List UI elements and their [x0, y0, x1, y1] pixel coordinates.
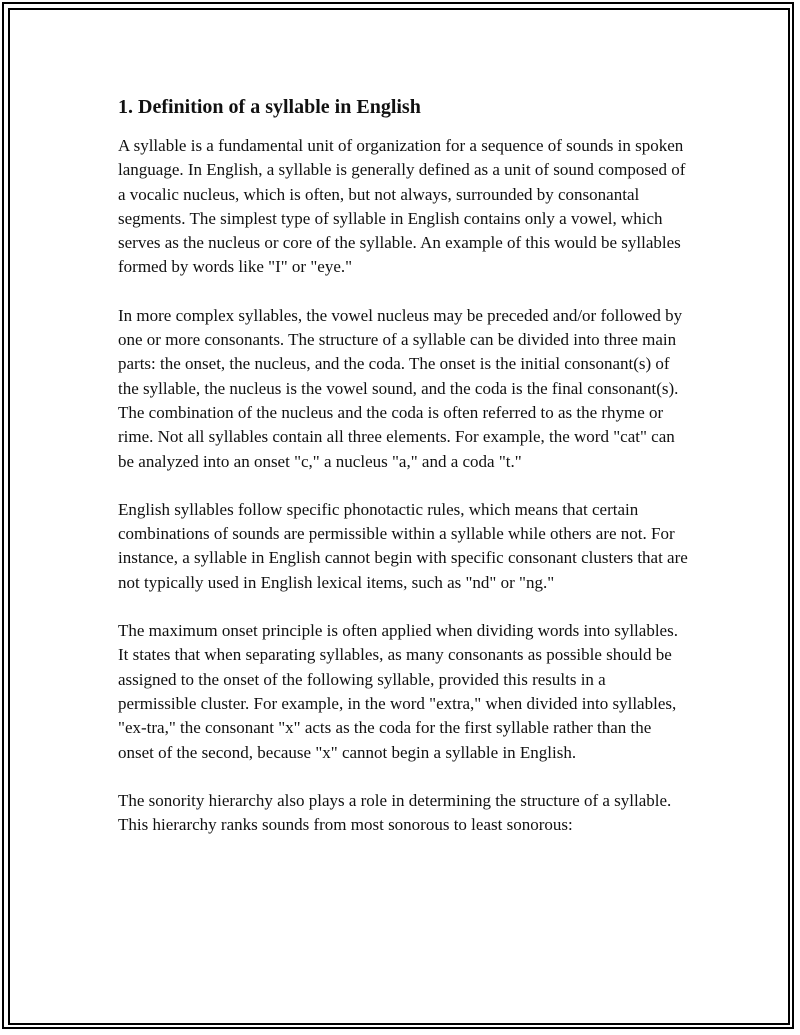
- document-page: [118, 94, 688, 861]
- paragraph-sonority-hierarchy: The sonority hierarchy also plays a role in determining the structure of a syllable. This hierarchy ranks sounds from most sonorous to least sonorous:: [118, 790, 672, 835]
- paragraph-maximum-onset: The maximum onset principle is often applied when dividing words into syllables. It states that when separating syllables, as many consonants as possible should be assigned to the onset of the following syllable, provided this results in a permissible cluster. For example, in the word "extra," when divided into syllables, "ex-tra," the consonant "x" acts as the coda for the first syllable rather than the onset of the second, because "x" cannot begin a syllable in English.: [118, 621, 678, 762]
- paragraph-syllable-definition: A syllable is a fundamental unit of organization for a sequence of sounds in spoken language. In English, a syllable is generally defined as a unit of sound composed of a vocalic nucleus, which is often, but not always, surrounded by consonantal segments. The simplest type of syllable in English contains only a vowel, which serves as the nucleus or core of the syllable. An example of this would be syllables formed by words like "I" or "eye.": [118, 136, 686, 277]
- paragraph-syllable-structure: In more complex syllables, the vowel nucleus may be preceded and/or followed by one or more consonants. The structure of a syllable can be divided into three main parts: the onset, the nucleus, and the coda. The onset is the initial consonant(s) of the syllable, the nucleus is the vowel sound, and the coda is the final consonant(s). The combination of the nucleus and the coda is often referred to as the rhyme or rime. Not all syllables contain all three elements. For example, the word "cat" can be analyzed into an onset "c," a nucleus "a," and a coda "t.": [118, 305, 683, 471]
- section-heading: 1. Definition of a syllable in English: [118, 96, 421, 118]
- paragraph-phonotactic-rules: English syllables follow specific phonotactic rules, which means that certain combinations of sounds are permissible within a syllable while others are not. For instance, a syllable in English cannot begin with specific consonant clusters that are not typically used in English lexical items, such as "nd" or "ng.": [118, 499, 688, 592]
